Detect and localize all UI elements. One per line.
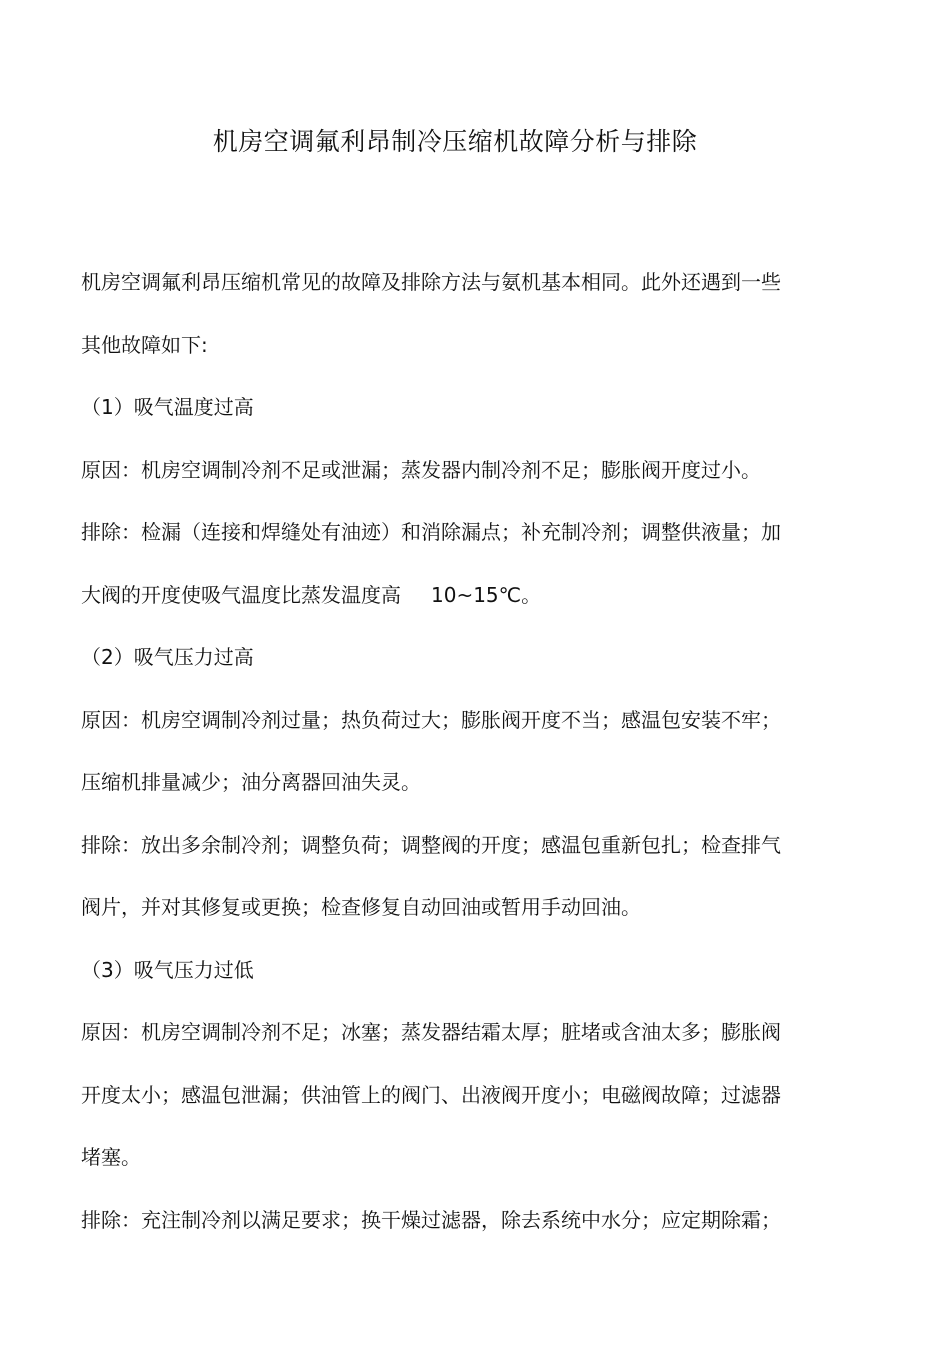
section-1-heading: （1）吸气温度过高 bbox=[81, 395, 254, 419]
document-title: 机房空调氟利昂制冷压缩机故障分析与排除 bbox=[212, 127, 698, 156]
section-2-heading: （2）吸气压力过高 bbox=[81, 645, 254, 669]
section-1-temperature-value: 10~15℃。 bbox=[431, 583, 542, 607]
section-2-cause-line-1: 原因：机房空调制冷剂过量；热负荷过大；膨胀阀开度不当；感温包安装不牢； bbox=[81, 708, 781, 732]
section-2-cause-line-2: 压缩机排量减少；油分离器回油失灵。 bbox=[81, 770, 421, 794]
intro-line-2: 其他故障如下: bbox=[81, 333, 208, 357]
section-3-fix-line-1: 排除：充注制冷剂以满足要求；换干燥过滤器，除去系统中水分；应定期除霜； bbox=[81, 1208, 781, 1232]
intro-line-1: 机房空调氟利昂压缩机常见的故障及排除方法与氨机基本相同。此外还遇到一些 bbox=[81, 270, 781, 294]
section-1-fix-line-1: 排除：检漏（连接和焊缝处有油迹）和消除漏点；补充制冷剂；调整供液量；加 bbox=[81, 520, 781, 544]
section-1-fix-line-2 bbox=[81, 580, 821, 610]
section-3-cause-line-3: 堵塞。 bbox=[81, 1145, 141, 1169]
section-3-cause-line-1: 原因：机房空调制冷剂不足；冰塞；蒸发器结霜太厚；脏堵或含油太多；膨胀阀 bbox=[81, 1020, 781, 1044]
section-2-fix-line-1: 排除：放出多余制冷剂；调整负荷；调整阀的开度；感温包重新包扎；检查排气 bbox=[81, 833, 781, 857]
section-2-fix-line-2: 阀片，并对其修复或更换；检查修复自动回油或暂用手动回油。 bbox=[81, 895, 641, 919]
section-1-cause-line-1: 原因：机房空调制冷剂不足或泄漏；蒸发器内制冷剂不足；膨胀阀开度过小。 bbox=[81, 458, 761, 482]
section-3-heading: （3）吸气压力过低 bbox=[81, 958, 254, 982]
section-3-cause-line-2: 开度太小；感温包泄漏；供油管上的阀门、出液阀开度小；电磁阀故障；过滤器 bbox=[81, 1083, 781, 1107]
section-1-fix-line-2-text: 大阀的开度使吸气温度比蒸发温度高 bbox=[81, 583, 401, 607]
